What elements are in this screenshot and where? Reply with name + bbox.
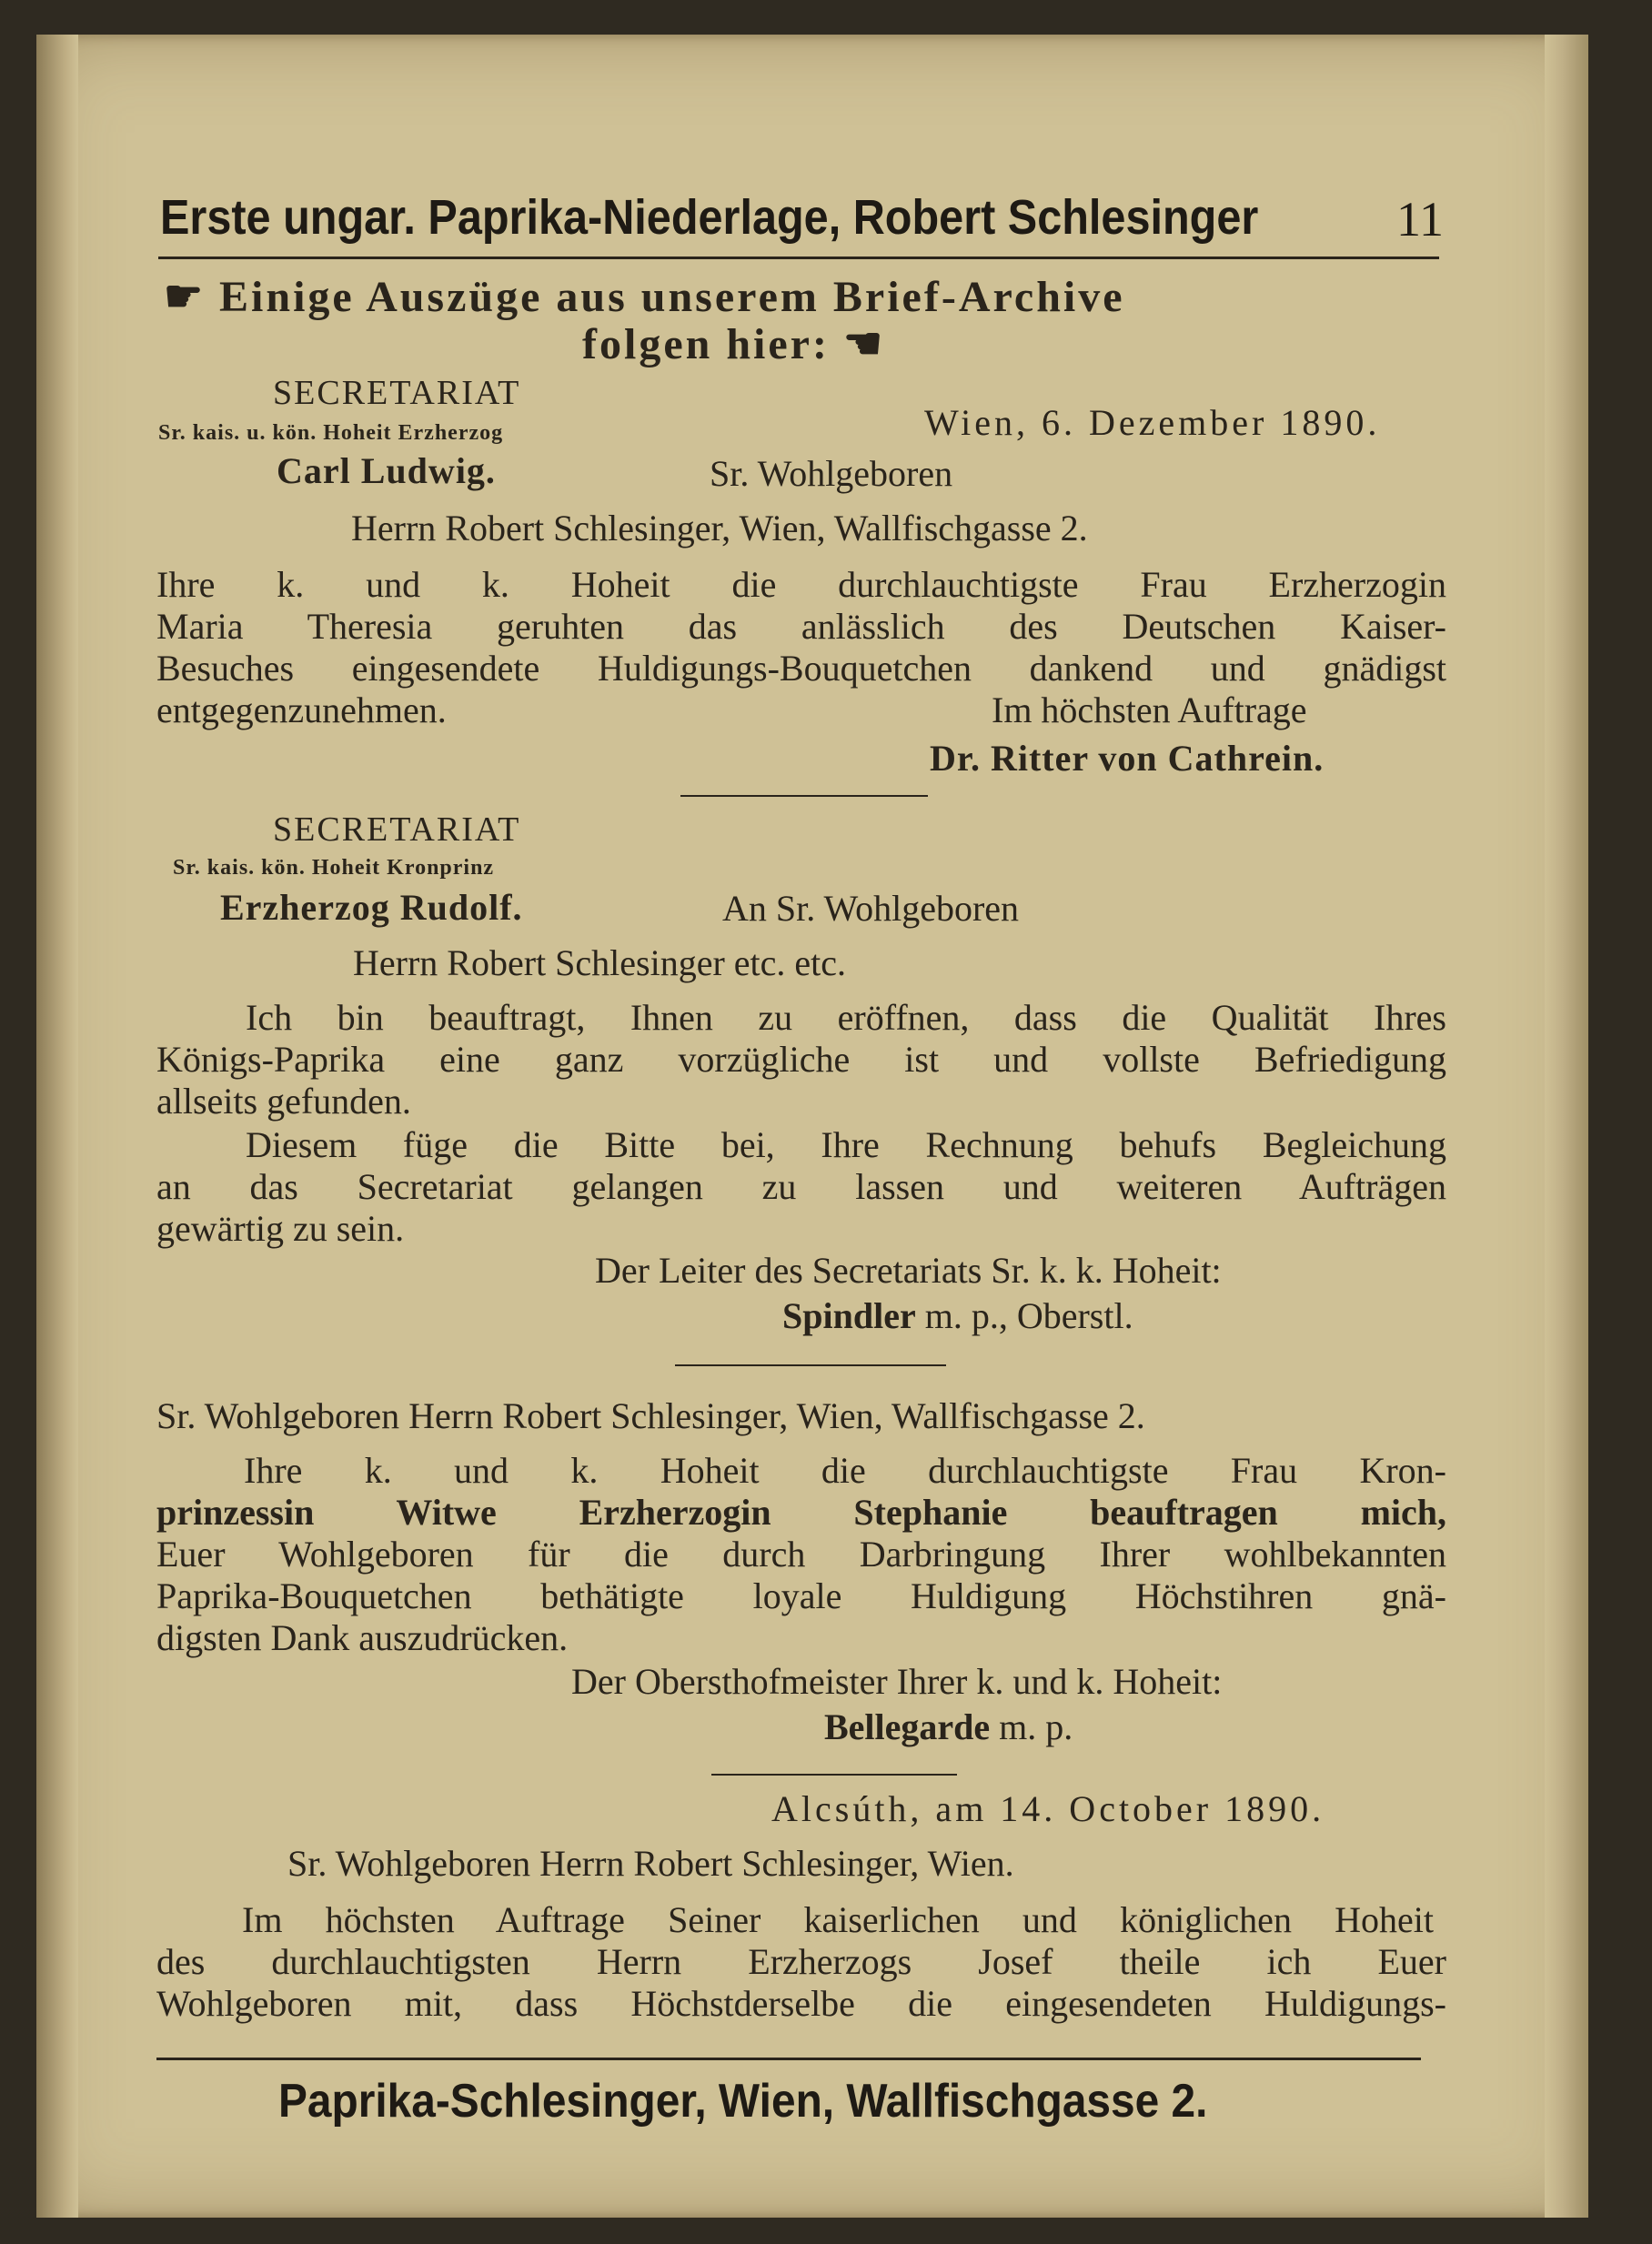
letter2-body-line-3: allseits gefunden. — [156, 1081, 411, 1122]
page-number: 11 — [1396, 192, 1444, 247]
letter3-body-line-2: prinzessin Witwe Erzherzogin Stephanie beauftragen mich, — [156, 1492, 1446, 1533]
letter1-office: SECRETARIAT — [273, 374, 521, 412]
letter2-closing: Der Leiter des Secretariats Sr. k. k. Hoheit: — [595, 1250, 1222, 1291]
letter2-signature — [782, 1295, 1133, 1336]
separator-2 — [675, 1364, 946, 1366]
intro-text-2: folgen hier: — [582, 320, 830, 368]
letter3-addressee: Sr. Wohlgeboren Herrn Robert Schlesinger, Wien, Wallfischgasse 2. — [156, 1395, 1145, 1436]
intro-line-1 — [164, 271, 1125, 322]
footer-rule — [156, 2058, 1421, 2060]
letter3-signature-name: Bellegarde — [824, 1706, 991, 1747]
running-header: Erste ungar. Paprika-Niederlage, Robert Schlesinger — [160, 190, 1259, 245]
intro-line-2 — [582, 318, 885, 369]
letter2-body-line-4: Diesem füge die Bitte bei, Ihre Rechnung behufs Begleichung — [246, 1124, 1446, 1165]
letter3-signature — [824, 1706, 1073, 1747]
letter2-salutation: An Sr. Wohlgeboren — [722, 888, 1020, 929]
letter1-body-line-1: Ihre k. und k. Hoheit die durchlauchtigste Frau Erzherzogin — [156, 564, 1446, 605]
letter3-body-line-3: Euer Wohlgeboren für die durch Darbringung Ihrer wohlbekannten — [156, 1534, 1446, 1575]
footer-text: Paprika-Schlesinger, Wien, Wallfischgasse 2. — [278, 2075, 1208, 2128]
letter3-body-line-1: Ihre k. und k. Hoheit die durchlauchtigste Frau Kron- — [244, 1450, 1446, 1491]
letter3-body-line-4: Paprika-Bouquetchen bethätigte loyale Huldigung Höchstihren gnä- — [156, 1575, 1446, 1616]
letter1-body-line-2: Maria Theresia geruhten das anlässlich des Deutschen Kaiser- — [156, 606, 1446, 647]
letter4-body-line-1: Im höchsten Auftrage Seiner kaiserlichen und königlichen Hoheit — [242, 1899, 1434, 1940]
letter4-body-line-3: Wohlgeboren mit, dass Höchstderselbe die eingesendeten Huldigungs- — [156, 1983, 1446, 2024]
letter1-addressee: Herrn Robert Schlesinger, Wien, Wallfischgasse 2. — [351, 508, 1088, 548]
letter3-body-line-5: digsten Dank auszudrücken. — [156, 1617, 569, 1658]
letter2-office-name: Erzherzog Rudolf. — [220, 887, 523, 928]
letter2-body-line-2: Königs-Paprika eine ganz vorzügliche ist und vollste Befriedigung — [156, 1039, 1446, 1080]
letter4-body-line-2: des durchlauchtigsten Herrn Erzherzogs Josef theile ich Euer — [156, 1941, 1446, 1982]
letter1-signature: Dr. Ritter von Cathrein. — [930, 738, 1325, 779]
letter2-body-line-5: an das Secretariat gelangen zu lassen und weiteren Aufträgen — [156, 1166, 1446, 1207]
letter1-office-detail: Sr. kais. u. kön. Hoheit Erzherzog — [158, 421, 504, 445]
separator-3 — [711, 1774, 957, 1776]
letter3-signature-rest: m. p. — [999, 1706, 1073, 1747]
letter4-addressee: Sr. Wohlgeboren Herrn Robert Schlesinger, Wien. — [287, 1843, 1014, 1884]
letter2-addressee: Herrn Robert Schlesinger etc. etc. — [353, 942, 847, 983]
letter2-body-line-1: Ich bin beauftragt, Ihnen zu eröffnen, dass die Qualität Ihres — [246, 997, 1446, 1038]
letter4-dateline: Alcsúth, am 14. October 1890. — [771, 1788, 1325, 1829]
pointing-hand-left-icon: ☚ — [842, 320, 885, 368]
letter2-signature-rest: m. p., Oberstl. — [924, 1295, 1133, 1336]
letter3-closing: Der Obersthofmeister Ihrer k. und k. Hoheit: — [571, 1661, 1223, 1702]
letter1-salutation: Sr. Wohlgeboren — [710, 453, 953, 494]
page-edge — [1545, 35, 1588, 2218]
letter1-closing: Im höchsten Auftrage — [992, 689, 1307, 730]
header-rule — [158, 257, 1439, 259]
letter1-body-line-3: Besuches eingesendete Huldigungs-Bouquetchen dankend und gnädigst — [156, 648, 1446, 689]
letter2-office: SECRETARIAT — [273, 810, 521, 849]
book-gutter — [36, 35, 78, 2218]
letter2-signature-name: Spindler — [782, 1295, 916, 1336]
letter2-body-line-6: gewärtig zu sein. — [156, 1208, 405, 1249]
pointing-hand-icon: ☛ — [164, 273, 206, 321]
letter1-body-last: entgegenzunehmen. — [156, 689, 447, 730]
letter2-office-detail: Sr. kais. kön. Hoheit Kronprinz — [173, 856, 495, 880]
intro-text-1: Einige Auszüge aus unserem Brief-Archive — [219, 273, 1125, 321]
separator-1 — [680, 795, 928, 797]
letter1-office-name: Carl Ludwig. — [277, 450, 496, 491]
letter1-dateline: Wien, 6. Dezember 1890. — [924, 402, 1381, 443]
